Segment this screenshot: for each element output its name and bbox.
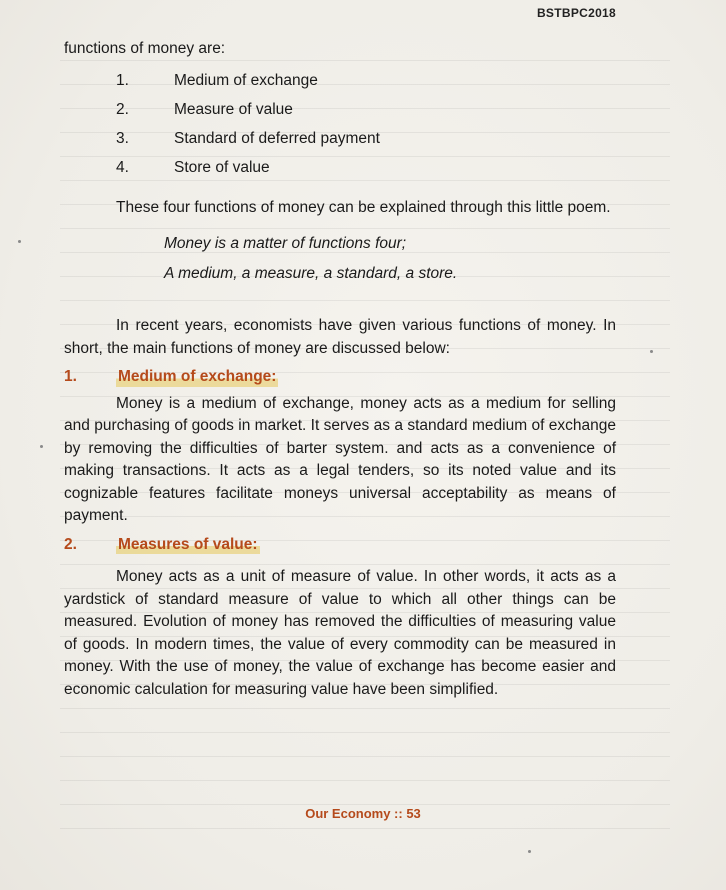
list-item-text: Store of value [174, 158, 270, 176]
recent-years-paragraph: In recent years, economists have given various functions of money. In short, the main functions of money are discussed below: [64, 317, 616, 357]
poem [164, 229, 616, 289]
list-item [64, 154, 616, 183]
section-body-medium-of-exchange: Money is a medium of exchange, money acts as a medium for selling and purchasing of goods in market. It serves as a standard medium of exchange by removing the difficulties of barter system. and acts as a convenience of making transactions. It acts as a legal tenders, so its noted value and its cognizable features facilitate moneys universal acceptability as means of payment. [64, 394, 616, 524]
scan-speck [40, 445, 43, 448]
list-item-text: Medium of exchange [174, 71, 318, 89]
list-item [64, 96, 616, 125]
scan-speck [650, 350, 653, 353]
list-item-text: Standard of deferred payment [174, 129, 380, 147]
page-footer: Our Economy :: 53 [305, 806, 421, 821]
section-heading-measures-of-value [64, 534, 616, 557]
list-item-number: 4. [116, 158, 129, 176]
document-code: BSTBPC2018 [536, 6, 616, 20]
list-item-text: Measure of value [174, 100, 293, 118]
list-item-number: 3. [116, 129, 129, 147]
spacer [64, 297, 616, 315]
list-item [64, 67, 616, 96]
list-item-number: 1. [116, 71, 129, 89]
section-number: 1. [64, 368, 77, 385]
scan-speck [528, 850, 531, 853]
poem-line: A medium, a measure, a standard, a store. [164, 265, 458, 282]
scan-speck [18, 240, 21, 243]
intro-text: functions of money are: [64, 40, 226, 57]
section-body-measures-of-value: Money acts as a unit of measure of value. In other words, it acts as a yardstick of standard measure of value to which all other things can be measured. Evolution of money has removed the difficulties of measuring value of goods. In modern times, the value of every commodity can be measured in money. With the use of money, the value of exchange has become easier and economic calculation for measuring value have been simplified. [64, 568, 616, 698]
list-item [64, 125, 616, 154]
page-content [64, 38, 616, 701]
functions-list [64, 67, 616, 183]
section-title: Measures of value: [116, 534, 260, 557]
section-title: Medium of exchange: [116, 366, 278, 389]
list-item-number: 2. [116, 100, 129, 118]
poem-intro-paragraph: These four functions of money can be explained through this little poem. [116, 198, 611, 216]
poem-line: Money is a matter of functions four; [164, 235, 407, 252]
section-number: 2. [64, 535, 77, 553]
section-heading-medium-of-exchange [64, 366, 616, 389]
